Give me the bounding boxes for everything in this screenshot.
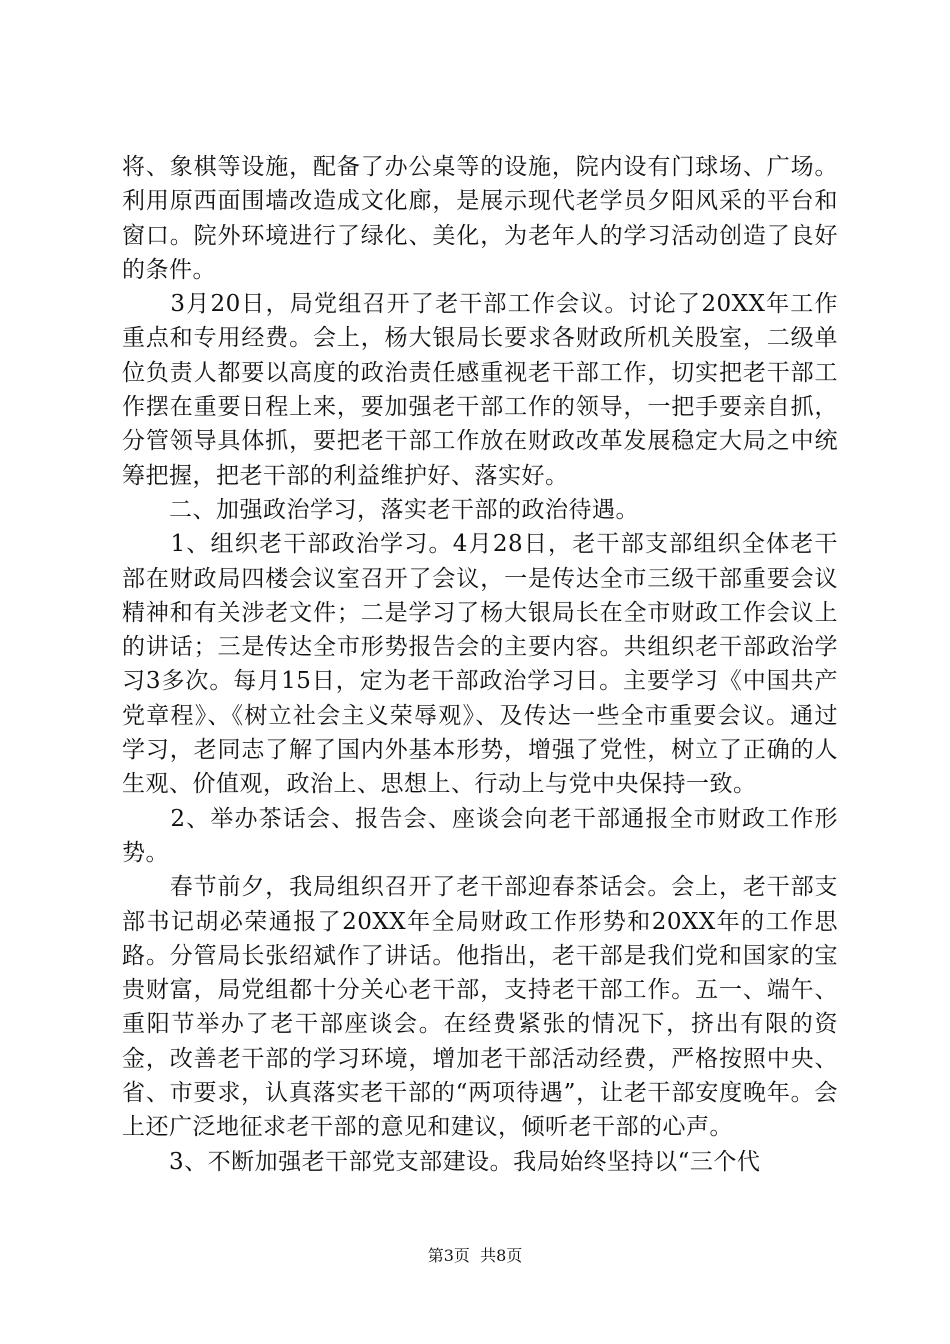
paragraph-5: 2、举办茶话会、报告会、座谈会向老干部通报全市财政工作形势。: [122, 805, 838, 866]
paragraph-4: 1、组织老干部政治学习。4月28日，老干部支部组织全体老干部在财政局四楼会议室召开了会议，一是传达全市三级干部重要会议精神和有关涉老文件；二是学习了杨大银局长在全市财政工作会议上的讲话；三是传达全市形势报告会的主要内容。共组织老干部政治学习3多次。每月15日，定为老干部政治学习日。主要学习《中国共产党章程》、《树立社会主义荣辱观》、及传达一些全市重要会议。通过学习，老同志了解了国内外基本形势，增强了党性，树立了正确的人生观、价值观，政治上、思想上、行动上与党中央保持一致。: [122, 531, 838, 798]
paragraph-2: 3月20日，局党组召开了老干部工作会议。讨论了20XX年工作重点和专用经费。会上，杨大银局长要求各财政所机关股室，二级单位负责人都要以高度的政治责任感重视老干部工作，切实把老干部工作摆在重要日程上来，要加强老干部工作的领导，一把手要亲自抓，分管领导具体抓，要把老干部工作放在财政改革发展稳定大局之中统筹把握，把老干部的利益维护好、落实好。: [122, 291, 838, 489]
page-footer: [0, 1246, 950, 1266]
paragraph-3-heading: 二、加强政治学习，落实老干部的政治待遇。: [122, 496, 639, 523]
page-number: 第3页 共8页: [427, 1246, 523, 1265]
paragraph-7: 3、不断加强老干部党支部建设。我局始终坚持以“三个代: [122, 1148, 761, 1175]
paragraph-6: 春节前夕，我局组织召开了老干部迎春茶话会。会上，老干部支部书记胡必荣通报了20XX年全局财政工作形势和20XX年的工作思路。分管局长张绍斌作了讲话。他指出，老干部是我们党和国家的宝贵财富，局党组都十分关心老干部，支持老干部工作。五一、端午、重阳节举办了老干部座谈会。在经费紧张的情况下，挤出有限的资金，改善老干部的学习环境，增加老干部活动经费，严格按照中央、省、市要求，认真落实老干部的“两项待遇”，让老干部安度晚年。会上还广泛地征求老干部的意见和建议，倾听老干部的心声。: [122, 874, 838, 1141]
paragraph-1: 将、象棋等设施，配备了办公桌等的设施，院内设有门球场、广场。利用原西面围墙改造成文化廊，是展示现代老学员夕阳风采的平台和窗口。院外环境进行了绿化、美化，为老年人的学习活动创造了良好的条件。: [122, 154, 838, 283]
document-body: [122, 150, 838, 1179]
